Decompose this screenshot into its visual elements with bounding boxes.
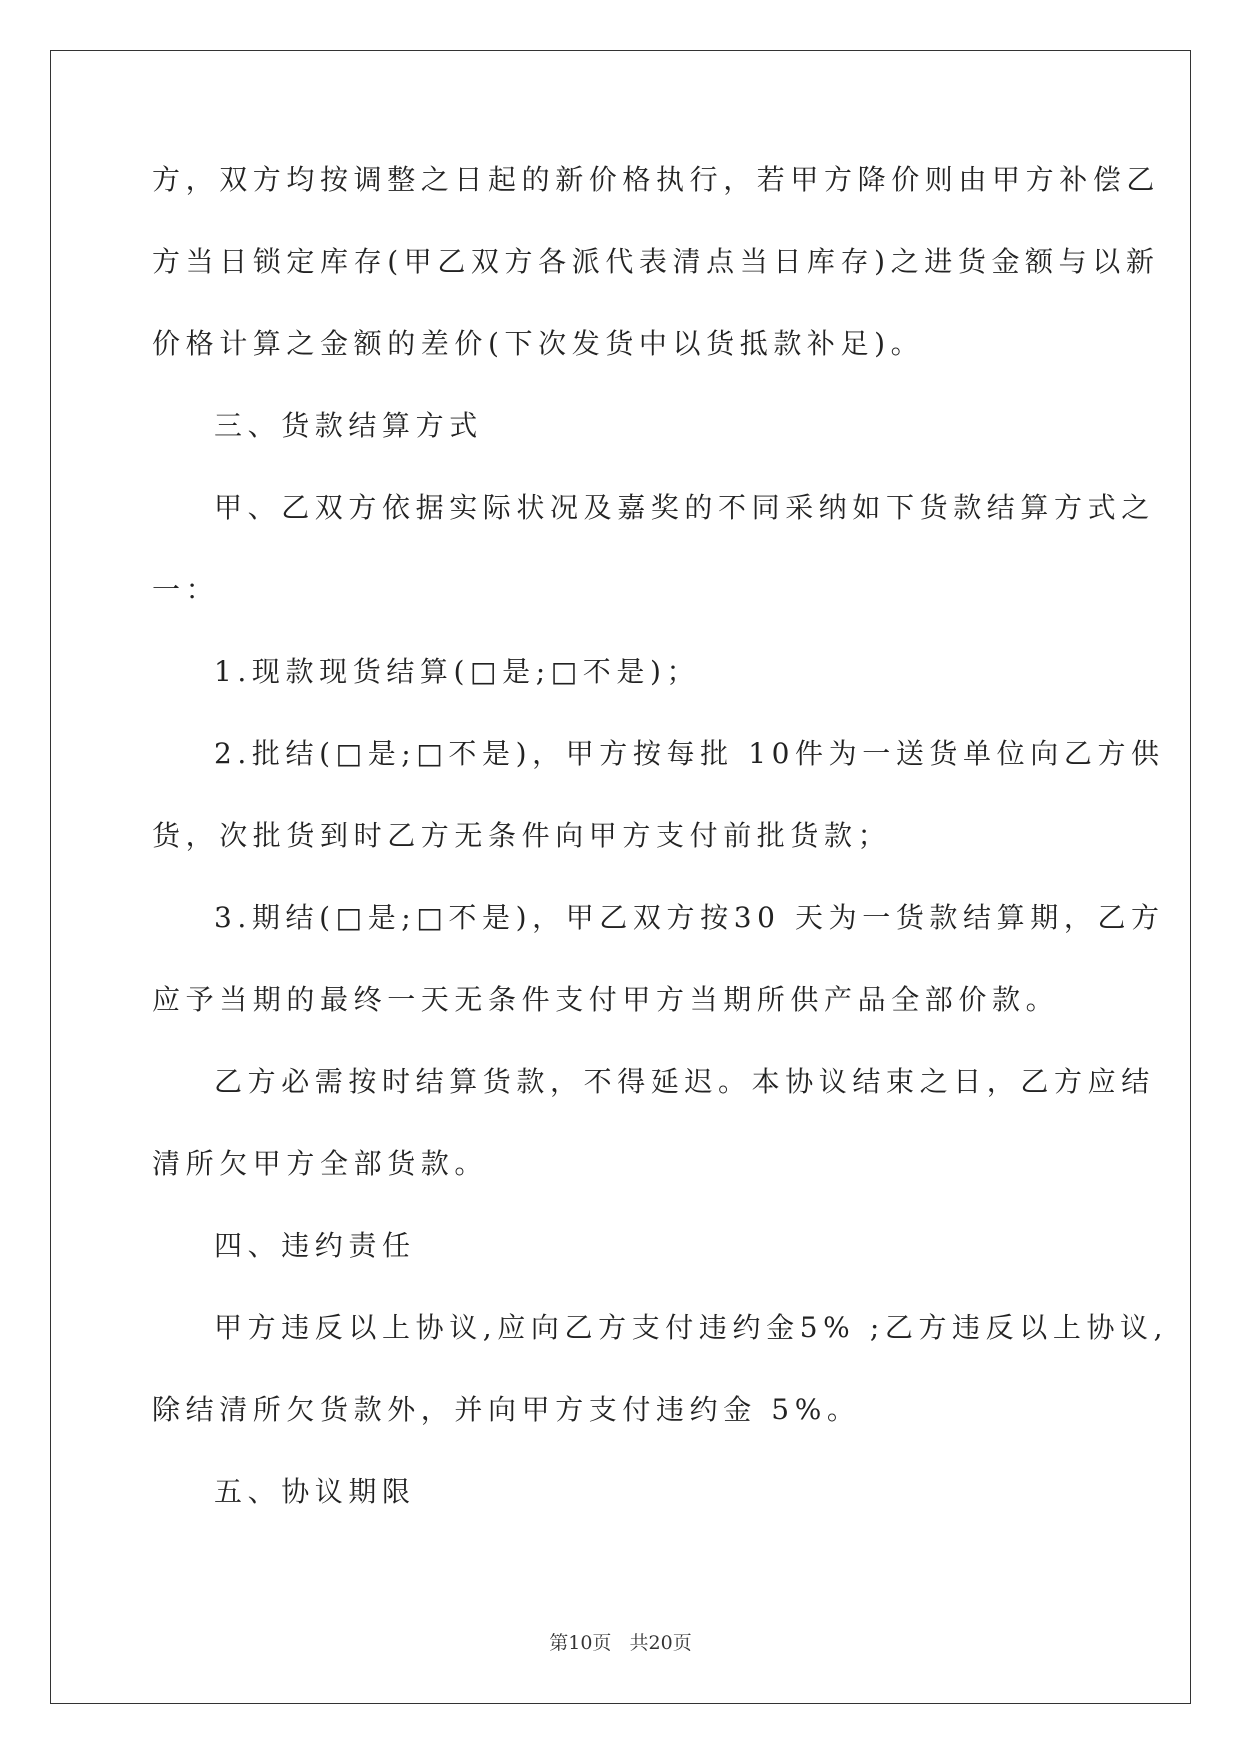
document-body [152, 163, 1169, 1560]
text-line-2: 方当日锁定库存(甲乙双方各派代表清点当日库存)之进货金额与以新 [152, 245, 1160, 278]
text-line-13: 清所欠甲方全部货款。 [152, 1147, 489, 1180]
text-line-6: 一： [152, 573, 220, 606]
section-heading-term: 五、协议期限 [214, 1475, 416, 1508]
text-line-5: 甲、乙双方依据实际状况及嘉奖的不同采纳如下货款结算方式之 [214, 491, 1155, 524]
page-number-footer: 第10页 共20页 [549, 1632, 692, 1654]
text-line-12: 乙方必需按时结算货款，不得延迟。本协议结束之日，乙方应结 [214, 1065, 1155, 1098]
text-line-1: 方，双方均按调整之日起的新价格执行，若甲方降价则由甲方补偿乙 [152, 163, 1161, 196]
text-line-3: 价格计算之金额的差价(下次发货中以货抵款补足)。 [152, 327, 925, 360]
text-line-15: 甲方违反以上协议,应向乙方支付违约金5% ;乙方违反以上协议, [214, 1311, 1169, 1344]
section-heading-liability: 四、违约责任 [214, 1229, 416, 1262]
text-line-16: 除结清所欠货款外，并向甲方支付违约金 5%。 [152, 1393, 861, 1426]
list-item-batch: 2.批结(□是;□不是)，甲方按每批 10件为一送货单位向乙方供 [214, 737, 1165, 770]
section-heading-payment: 三、货款结算方式 [214, 409, 483, 442]
list-item-period: 3.期结(□是;□不是)，甲乙双方按30 天为一货款结算期，乙方 [214, 901, 1165, 934]
text-line-11: 应予当期的最终一天无条件支付甲方当期所供产品全部价款。 [152, 983, 1060, 1016]
list-item-cash: 1.现款现货结算(□是;□不是)； [214, 655, 701, 688]
text-line-9: 货，次批货到时乙方无条件向甲方支付前批货款； [152, 819, 892, 852]
